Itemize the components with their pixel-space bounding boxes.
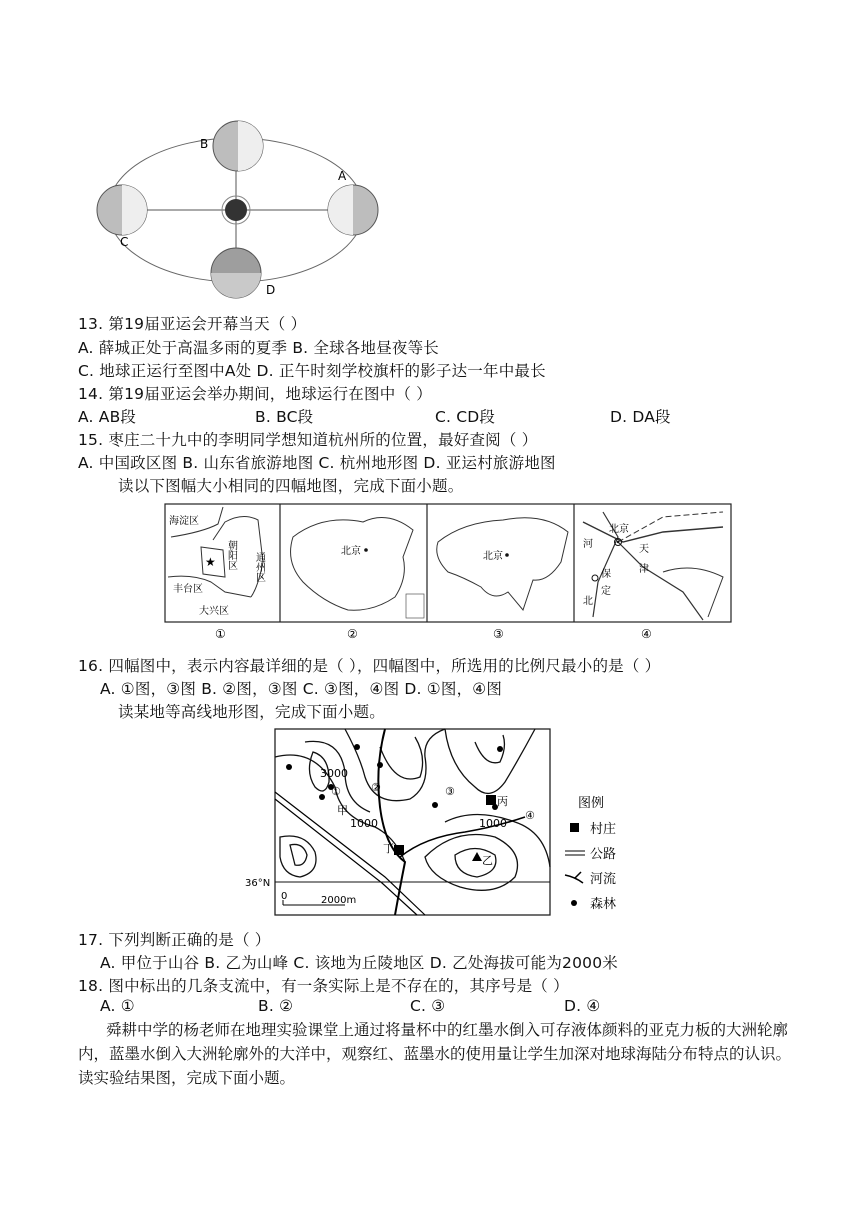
- label-yi: 乙: [482, 854, 493, 867]
- label-c: C: [120, 235, 129, 249]
- scale-zero: 0: [281, 891, 288, 902]
- map-number-2: ②: [347, 627, 358, 641]
- map-2-china: [291, 518, 424, 619]
- latitude-label: 36°N: [245, 878, 271, 889]
- label-d: D: [266, 283, 276, 297]
- map-1-beijing-districts: [168, 507, 266, 617]
- earth-position-a: [328, 169, 378, 235]
- scale-label: 2000m: [321, 895, 357, 906]
- svg-text:河流: 河流: [590, 872, 617, 887]
- svg-text:北: 北: [583, 596, 593, 607]
- earth-orbit-diagram: [88, 118, 388, 303]
- question-18-option-a: A. ①: [100, 997, 135, 1015]
- four-maps-figure: [163, 502, 738, 644]
- contour-legend: [565, 796, 616, 912]
- svg-text:海淀区: 海淀区: [169, 516, 199, 527]
- question-18-option-d: D. ④: [564, 997, 601, 1015]
- map-number-1: ①: [215, 627, 226, 641]
- question-13-options-2: C. 地球正运行至图中A处 D. 正午时刻学校旗杆的影子达一年中最长: [78, 362, 546, 380]
- question-14-option-c: C. CD段: [435, 408, 496, 426]
- contour-label-3000: 3000: [320, 767, 348, 780]
- svg-text:森林: 森林: [590, 897, 617, 912]
- svg-text:保: 保: [601, 569, 611, 580]
- svg-text:公路: 公路: [590, 847, 617, 862]
- svg-text:津: 津: [639, 564, 649, 575]
- contour-label-1000-b: 1000: [479, 817, 507, 830]
- svg-text:通州区: 通州区: [253, 552, 265, 582]
- label-ding: 丁: [383, 842, 394, 855]
- svg-text:北京: 北京: [609, 524, 629, 535]
- svg-text:图例: 图例: [578, 796, 605, 811]
- question-14-option-d: D. DA段: [610, 408, 671, 426]
- question-14-option-a: A. AB段: [78, 408, 137, 426]
- maps-intro: 读以下图幅大小相同的四幅地图，完成下面小题。: [118, 477, 464, 495]
- svg-text:北京: 北京: [341, 546, 361, 557]
- earth-position-c: [97, 185, 147, 249]
- earth-position-d: [211, 248, 275, 298]
- question-17-options: A. 甲位于山谷 B. 乙为山峰 C. 该地为丘陵地区 D. 乙处海拔可能为2000米: [100, 954, 618, 972]
- contour-label-1000-a: 1000: [350, 817, 378, 830]
- question-13-stem: 13. 第19届亚运会开幕当天（ ）: [78, 315, 307, 333]
- label-jia: 甲: [337, 804, 348, 817]
- earth-position-b: [200, 121, 263, 171]
- map-3-asia: [437, 518, 568, 610]
- svg-text:丰台区: 丰台区: [173, 584, 203, 595]
- tributary-2: ②: [371, 781, 381, 794]
- question-15-options: A. 中国政区图 B. 山东省旅游地图 C. 杭州地形图 D. 亚运村旅游地图: [78, 454, 556, 472]
- tributary-3: ③: [445, 785, 455, 798]
- svg-text:河: 河: [583, 539, 593, 550]
- contour-intro: 读某地等高线地形图，完成下面小题。: [118, 703, 385, 721]
- question-16-stem: 16. 四幅图中，表示内容最详细的是（ ），四幅图中，所选用的比例尺最小的是（ ）: [78, 657, 661, 675]
- svg-text:村庄: 村庄: [590, 822, 617, 837]
- question-13-options-1: A. 薛城正处于高温多雨的夏季 B. 全球各地昼夜等长: [78, 339, 440, 357]
- final-paragraph: 舜耕中学的杨老师在地理实验课堂上通过将量杯中的红墨水倒入可存液体颜料的亚克力板的大洲轮廓内，蓝墨水倒入大洲轮廓外的大洋中，观察红、蓝墨水的使用量让学生加深对地球海陆分布特点的认识。读实验结果图，完成下面小题。: [78, 1021, 792, 1087]
- tributary-4: ④: [525, 809, 535, 822]
- map-number-3: ③: [493, 627, 504, 641]
- question-14-option-b: B. BC段: [255, 408, 314, 426]
- label-a: A: [338, 169, 347, 183]
- question-14-stem: 14. 第19届亚运会举办期间，地球运行在图中（ ）: [78, 385, 432, 403]
- question-18-stem: 18. 图中标出的几条支流中，有一条实际上是不存在的，其序号是（ ）: [78, 977, 569, 995]
- svg-text:朝阳区: 朝阳区: [225, 540, 237, 570]
- contour-lines: [275, 729, 550, 890]
- map-number-4: ④: [641, 627, 652, 641]
- svg-text:天: 天: [639, 544, 649, 555]
- question-18-option-b: B. ②: [258, 997, 294, 1015]
- svg-text:★: ★: [205, 555, 216, 569]
- question-18-option-c: C. ③: [410, 997, 446, 1015]
- contour-map-figure: [245, 727, 665, 917]
- label-b: B: [200, 137, 209, 151]
- map-4-jingjin-region: [583, 512, 723, 620]
- tributary-1: ①: [331, 785, 341, 798]
- svg-text:大兴区: 大兴区: [199, 606, 229, 617]
- svg-text:北京: 北京: [483, 551, 503, 562]
- question-16-options: A. ①图，③图 B. ②图，③图 C. ③图，④图 D. ①图，④图: [100, 680, 503, 698]
- question-15-stem: 15. 枣庄二十九中的李明同学想知道杭州所的位置，最好查阅（ ）: [78, 431, 538, 449]
- question-17-stem: 17. 下列判断正确的是（ ）: [78, 931, 271, 949]
- svg-text:定: 定: [601, 586, 611, 597]
- label-bing: 丙: [497, 795, 508, 808]
